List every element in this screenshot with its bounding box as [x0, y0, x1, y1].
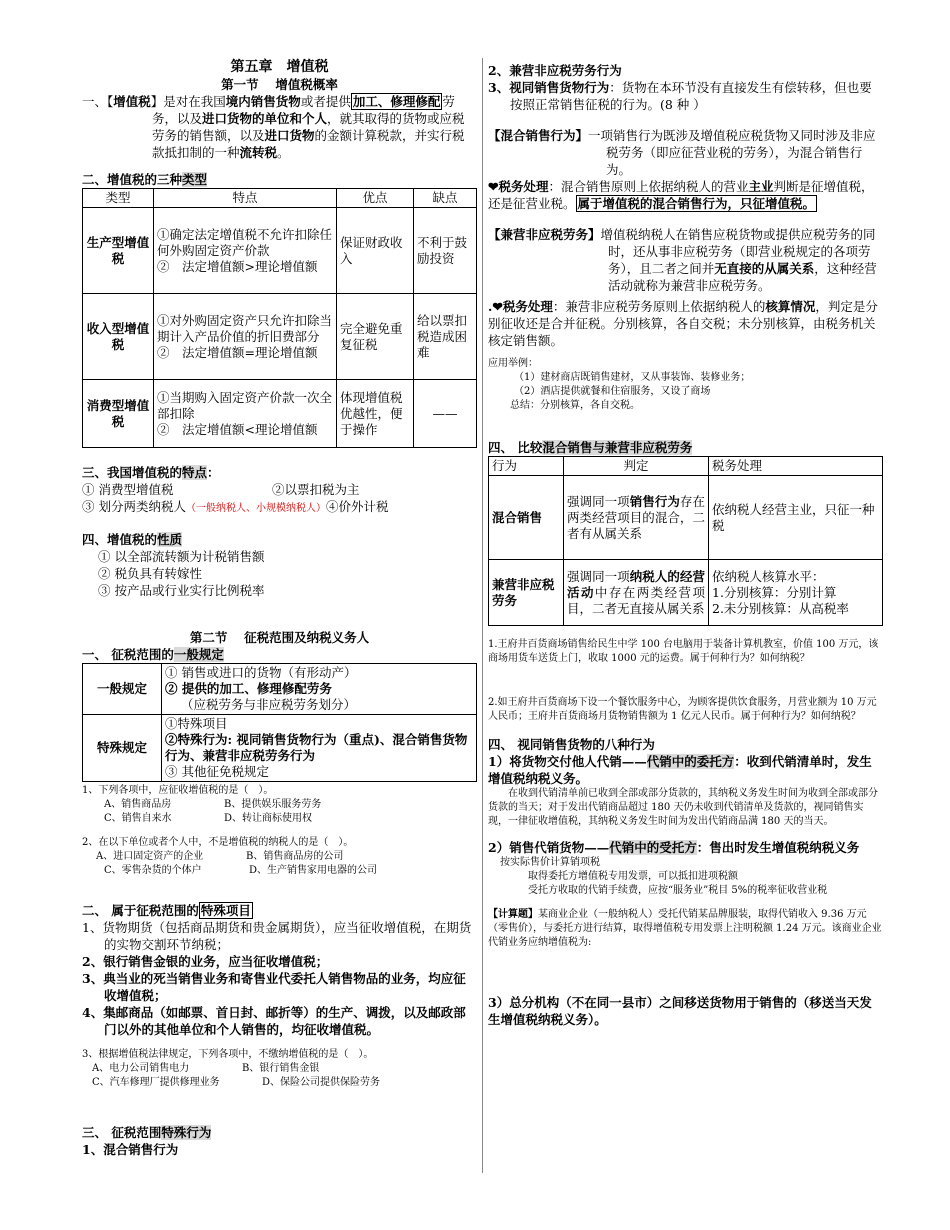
scope-heading: 一、 征税范围的一般规定: [82, 647, 224, 662]
case-question-2: 2.如王府井百货商场下设一个餐饮服务中心，为顾客提供饮食服务，月营业额为 10 万元人民币；王府井百货商场月货物销售额为 1 亿元人民币。属于何种行为？如何纳税？: [488, 697, 877, 722]
table-row: 收入型增值税 ①对外购固定资产只允许扣除当期计入产品价值的折旧费部分 ② 法定增值额=理论增值额 完全避免重复征税 给以票扣税造成困难: [83, 294, 477, 380]
special-items-heading: 二、 属于征税范围的 特殊项目: [82, 903, 251, 918]
case-question-1: 1.王府井百货商场销售给民生中学 100 台电脑用于装备计算机教室，价值 100 万元，该商场用货车送货上门，收取 1000 元的运费。属于何种行为？如何纳税？: [488, 639, 879, 664]
calculation-question: 【计算题】某商业企业（一般纳税人）受托代销某品牌服装，取得代销收入 9.36 万元（零售价），与委托方进行结算，取得增值税专用发票上注明税额 1.24 万元。该商业企业代销业务应纳增值税为:: [488, 909, 882, 948]
vat-definition: 一、【增值税】是对在我国境内销售货物或者提供 加工、修理修配 劳务，以及进口货物的单位和个人，就其取得的货物或应税劳务的销售额，以及进口货物的金额计算税款，并实行税款抵扣制的一种流转税。: [82, 94, 465, 160]
list-item: ③ 按产品或行业实行比例税率: [98, 583, 265, 598]
list-item: 1、货物期货（包括商品期货和贵金属期货），应当征收增值税，在期货的实物交割环节纳税；: [82, 920, 472, 952]
list-item: （1）建材商店既销售建材，又从事装饰、装修业务；: [514, 372, 751, 383]
right-column: [488, 62, 883, 1028]
question-3: 3、根据增值税法律规定，下列各项中，不缴纳增值税的是（ ）。: [82, 1049, 374, 1060]
list-item: 3）总分机构（不在同一县市）之间移送货物用于销售的（移送当天发生增值税纳税义务）。: [488, 995, 872, 1027]
mixed-sale-tax-treatment: ❤税务处理：混合销售原则上依据纳税人的营业主业判断是征增值税，还是征营业税。 属于增值税的混合销售行为，只征增值税。: [488, 179, 874, 211]
note: 取得委托方增值税专用发票，可以抵扣进项税额: [528, 871, 738, 882]
col-header: 税务处理: [709, 457, 883, 476]
nature-heading: 四、增值税的性质: [82, 532, 183, 547]
col-header: 优点: [337, 189, 414, 208]
compare-heading: 四、 比较混合销售与兼营非应税劳务: [488, 440, 693, 455]
list-item: 2、兼营非应税劳务行为: [488, 63, 622, 78]
left-column: 第五章 增值税 第一节 增值税概率 一、【增值税】是对在我国境内销售货物或者提供 加工、修理修配 劳务，以及进口货物的单位和个人，就其取得的货物或应税劳务的销售额，以及进口货物的金额计算税款，并实行税款抵扣制的一种流转税。 二、增值税的三种类型 类型 特点 优点 缺点 生产型增值税 ①确定法定增值税不允许扣除任何外购固定资产价款 ② 法定增值额>理论增值额 保证财政收入 不利于鼓励投资 收入型增值税 ①对外购固定资产只允许扣除当期计入产品价值的折旧费部分 ② 法定增值额=理论增值额 完全避免重复征税 给以票扣税造成困难 消费型增值税 ①当期购入固定资产价款一次全部扣除 ② 法定增值额<理论增值额 体现增值税优越性，便于操作 —— 三、我国增值税的特点： ① 消费型增值税 ②以票扣税为主 ③ 划分两类纳税人（一般纳税人、小规模纳税人）④价外计税 四、增值税的性质 ① 以全部流转额为计税销售额 ② 税负具有转嫁性 ③ 按产品或行业实行比例税率 第二节 征税范围及纳税义务人 一、 征税范围的一般规定 一般规定 ① 销售或进口的货物（有形动产） ② 提供的加工、修理修配劳务 （应税劳务与非应税劳务划分） 特殊规定 ①特殊项目 ②特殊行为: 视同销售货物行为（重点)、混合销售货物行为、兼营非应税劳务行为 ③ 其他征免税规定 1、下列各项中，应征收增值税的是（ ）。 A、销售商品房 B、提供娱乐服务劳务 C、销售自来水 D、转让商标使用权 2、在以下单位或者个人中，不是增值税的纳税人的是（ ）。 A、进口固定资产的企业 B、销售商品房的公司 C、零售杂货的个体户 D、生产销售家用电器的公司 二、 属于征税范围的 特殊项目 1、货物期货（包括商品期货和贵金属期货），应当征收增值税，在期货的实物交割环节纳税； 2、银行销售金银的业务，应当征收增值税； 3、典当业的死当销售业务和寄售业代委托人销售物品的业务，均应征收增值税； 4、集邮商品（如邮票、首日封、邮折等）的生产、调拨，以及邮政部门以外的其他单位和个人销售的，均征收增值税。 3、根据增值税法律规定，下列各项中，不缴纳增值税的是（ ）。 A、电力公司销售电力 B、银行销售金银 C、汽车修理厂提供修理业务 D、保险公司提供保险劳务 三、 征税范围特殊行为 1、混合销售行为: [82, 58, 477, 1158]
list-item: ② 税负具有转嫁性: [98, 566, 202, 581]
special-behavior-heading: 三、 征税范围特殊行为: [82, 1125, 212, 1140]
table-row: 特殊规定 ①特殊项目 ②特殊行为: 视同销售货物行为（重点)、混合销售货物行为、兼营非应税劳务行为 ③ 其他征免税规定: [83, 715, 477, 782]
section2-title: 第二节 征税范围及纳税义务人: [189, 630, 370, 645]
list-item: 2）销售代销货物——代销中的受托方：售出时发生增值税纳税义务: [488, 840, 860, 855]
list-item: （2）酒店提供就餐和住宿服务，又设了商场: [514, 386, 711, 397]
list-item: 3、典当业的死当销售业务和寄售业代委托人销售物品的业务，均应征收增值税；: [82, 971, 466, 1003]
list-item: 1、混合销售行为: [82, 1142, 179, 1157]
question-1: 1、下列各项中，应征收增值税的是（ ）。: [82, 785, 274, 796]
concurrent-tax-treatment: .❤税务处理：兼营非应税劳务原则上依据纳税人的核算情况，判定是分别征收还是合并征税。分别核算，各自交税；未分别核算，由税务机关核定销售额。: [488, 299, 878, 348]
vat-types-table: [82, 188, 477, 448]
note: 受托方收取的代销手续费，应按“服务业”税目 5%的税率征收营业税: [528, 885, 828, 896]
example-title: 应用举例：: [488, 358, 538, 369]
concurrent-definition: 【兼营非应税劳务】增值税纳税人在销售应税货物或提供应税劳务的同时，还从事非应税劳务（即营业税规定的各项劳务），且二者之间并无直接的从属关系，这种经营活动就称为兼营非应税劳务。: [488, 227, 877, 293]
compare-table: [488, 456, 883, 626]
table-row: 一般规定 ① 销售或进口的货物（有形动产） ② 提供的加工、修理修配劳务 （应税劳务与非应税劳务划分）: [83, 664, 477, 715]
deemed-sales-heading: 四、 视同销售货物的八种行为: [488, 737, 655, 752]
col-header: 判定: [564, 457, 709, 476]
list-item: 4、集邮商品（如邮票、首日封、邮折等）的生产、调拨，以及邮政部门以外的其他单位和个人销售的，均征收增值税。: [82, 1005, 466, 1037]
col-header: 缺点: [414, 189, 477, 208]
chapter-title: 第五章 增值税: [230, 59, 329, 75]
note: 按实际售价计算销项税: [500, 857, 600, 868]
col-header: 特点: [154, 189, 337, 208]
table-row: 生产型增值税 ①确定法定增值税不允许扣除任何外购固定资产价款 ② 法定增值额>理论增值额 保证财政收入 不利于鼓励投资: [83, 208, 477, 294]
mixed-sale-definition: 【混合销售行为】一项销售行为既涉及增值税应税货物又同时涉及非应税劳务（即应征营业税的劳务），为混合销售行为。: [488, 128, 876, 177]
list-item: 3、视同销售货物行为：货物在本环节没有直接发生有偿转移，但也要按照正常销售征税的行为。(8 种 ）: [488, 80, 872, 112]
list-item: 1）将货物交付他人代销——代销中的委托方：收到代销清单时，发生增值税纳税义务。: [488, 754, 872, 786]
col-header: 类型: [83, 189, 154, 208]
column-divider: [482, 58, 483, 1173]
features-heading: 三、我国增值税的特点：: [82, 465, 220, 480]
feature-row: ③ 划分两类纳税人（一般纳税人、小规模纳税人）④价外计税: [82, 499, 389, 514]
types-heading: 二、增值税的三种类型: [82, 172, 208, 187]
scope-table: [82, 663, 477, 782]
table-row: 兼营非应税劳务 强调同一项纳税人的经营活动中存在两类经营项目，二者无直接从属关系 依纳税人核算水平： 1.分别核算：分别计算 2.未分别核算：从高税率: [489, 560, 883, 626]
col-header: 行为: [489, 457, 564, 476]
table-row: 消费型增值税 ①当期购入固定资产价款一次全部扣除 ② 法定增值额<理论增值额 体现增值税优越性，便于操作 ——: [83, 380, 477, 448]
note: 在收到代销清单前已收到全部或部分货款的，其纳税义务发生时间为收到全部或部分货款的当天；对于发出代销商品超过 180 天仍未收到代销清单及货款的，视同销售实现，一律征收增值税，其纳税义务发生时间为发出代销商品满 180 天的当天。: [488, 788, 878, 827]
section1-title: 第一节 增值税概率: [221, 77, 338, 92]
question-2: 2、在以下单位或者个人中，不是增值税的纳税人的是（ ）。: [82, 837, 354, 848]
list-item: 2、银行销售金银的业务，应当征收增值税；: [82, 954, 329, 969]
list-item: ① 以全部流转额为计税销售额: [98, 549, 265, 564]
table-row: 混合销售 强调同一项销售行为存在两类经营项目的混合，二者有从属关系 依纳税人经营主业，只征一种税: [489, 476, 883, 560]
feature-row: ① 消费型增值税 ②以票扣税为主: [82, 482, 360, 497]
list-item: 总结：分别核算，各自交税。: [510, 400, 640, 411]
